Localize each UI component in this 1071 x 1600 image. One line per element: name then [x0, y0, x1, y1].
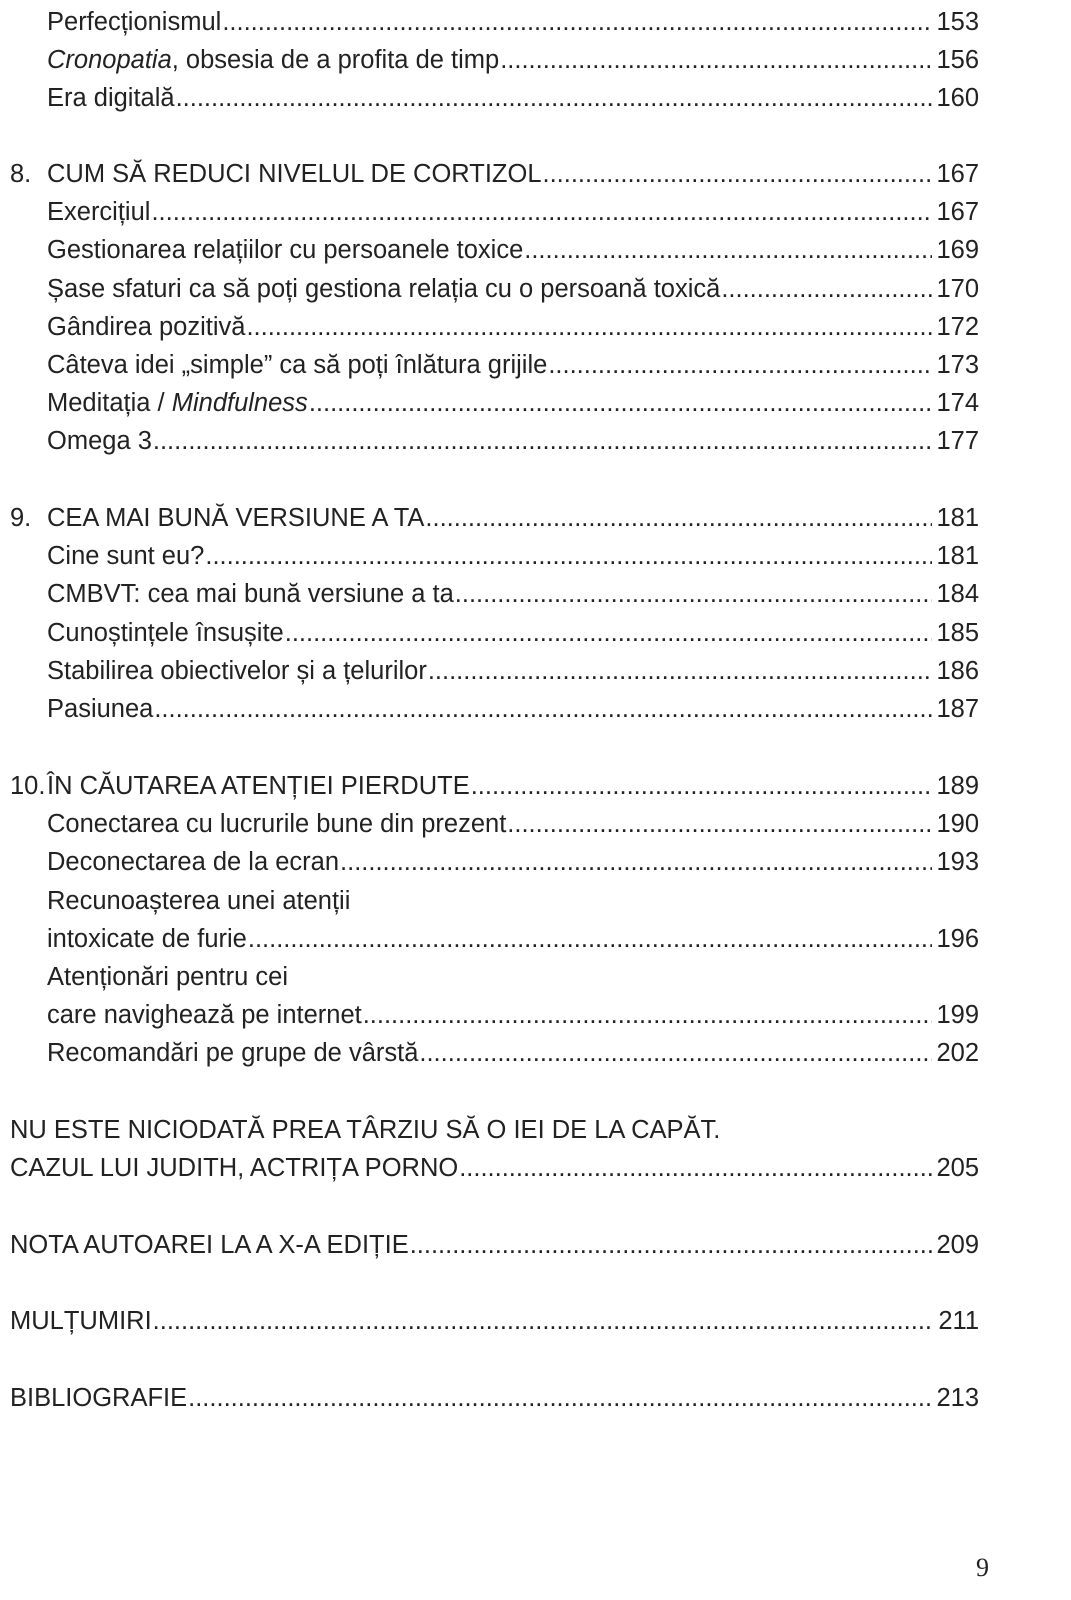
toc-entry-title: Gândirea pozitivă: [47, 313, 246, 341]
dot-leader: [154, 690, 932, 728]
toc-entry-title: Șase sfaturi ca să poți gestiona relația cu o persoană toxică: [47, 275, 721, 303]
toc-entry-page: 213: [936, 1384, 979, 1412]
toc-entry: [0, 652, 1071, 690]
section-title: MULȚUMIRI: [10, 1307, 152, 1335]
toc-entry-page: 186: [936, 657, 979, 685]
toc-entry-first-line: [0, 958, 1071, 996]
toc-entry: [0, 690, 1071, 728]
chapter-title: CUM SĂ REDUCI NIVELUL DE CORTIZOL: [47, 160, 542, 188]
toc-entry-title: Stabilirea obiectivelor și a țelurilor: [47, 657, 427, 685]
dot-leader: [153, 422, 933, 460]
dot-leader: [455, 575, 933, 613]
dot-leader: [543, 155, 933, 193]
dot-leader: [188, 1379, 932, 1417]
dot-leader: [721, 270, 932, 308]
chapter-title: CEA MAI BUNĂ VERSIUNE A TA: [47, 504, 425, 532]
toc-entry-title: Pasiunea: [47, 695, 154, 723]
toc-entry: [0, 805, 1071, 843]
dot-leader: [285, 614, 933, 652]
dot-leader: [524, 231, 932, 269]
dot-leader: [340, 843, 932, 881]
toc-entry-first-line: [0, 882, 1071, 920]
toc-entry: [0, 614, 1071, 652]
toc-entry: [0, 920, 1071, 958]
toc-entry-page: 173: [936, 351, 979, 379]
toc-entry-page: 167: [936, 160, 979, 188]
toc-entry-page: 169: [936, 236, 979, 264]
toc-entry-page: 174: [936, 389, 979, 417]
toc-entry: [0, 308, 1071, 346]
toc-section: [0, 1302, 1071, 1340]
toc-chapter: [0, 155, 1071, 193]
toc-entry-page: 156: [936, 46, 979, 74]
dot-leader: [246, 308, 932, 346]
toc-entry-page: 160: [936, 84, 979, 112]
dot-leader: [419, 1034, 932, 1072]
toc-section-first-line: [0, 1111, 1071, 1149]
toc-entry-page: 167: [936, 198, 979, 226]
toc-entry-page: 172: [936, 313, 979, 341]
toc-entry-page: 184: [936, 580, 979, 608]
toc-entry-page: 193: [936, 848, 979, 876]
toc-entry-title-line1: Atenționări pentru cei: [47, 963, 288, 991]
toc-entry: [0, 996, 1071, 1034]
dot-leader: [548, 346, 932, 384]
dot-leader: [363, 996, 933, 1034]
toc-entry-page: 187: [936, 695, 979, 723]
toc-entry: [0, 3, 1071, 41]
toc-entry: [0, 193, 1071, 231]
section-title: CAZUL LUI JUDITH, ACTRIȚA PORNO: [10, 1154, 459, 1182]
toc-entry-page: 170: [936, 275, 979, 303]
toc-entry: [0, 41, 1071, 79]
toc-entry-title: care navighează pe internet: [47, 1001, 362, 1029]
toc-entry-title-line1: Recunoașterea unei atenții: [47, 887, 351, 915]
toc-section: [0, 1379, 1071, 1417]
toc-entry-page: 202: [936, 1039, 979, 1067]
toc-entry-title: [47, 384, 308, 422]
dot-leader: [500, 41, 932, 79]
dot-leader: [410, 1226, 933, 1264]
toc-entry-title: [47, 41, 499, 79]
toc-entry-title: Era digitală: [47, 84, 175, 112]
toc-entry-page: 185: [936, 619, 979, 647]
toc-chapter: [0, 499, 1071, 537]
chapter-title: ÎN CĂUTAREA ATENȚIEI PIERDUTE: [47, 772, 470, 800]
dot-leader: [428, 652, 933, 690]
dot-leader: [459, 1149, 932, 1187]
toc-entry: [0, 575, 1071, 613]
toc-entry: [0, 422, 1071, 460]
toc-entry-title: Recomandări pe grupe de vârstă: [47, 1039, 419, 1067]
toc-chapter: [0, 767, 1071, 805]
toc-entry-page: 209: [936, 1231, 979, 1259]
toc-entry-page: 196: [936, 925, 979, 953]
toc-entry-title: Câteva idei „simple” ca să poți înlătura grijile: [47, 351, 548, 379]
toc-entry: [0, 843, 1071, 881]
dot-leader: [205, 537, 932, 575]
dot-leader: [176, 79, 933, 117]
toc-entry-title: Deconectarea de la ecran: [47, 848, 340, 876]
toc-entry-page: 189: [936, 772, 979, 800]
toc-section: [0, 1149, 1071, 1187]
toc-entry-page: 199: [936, 1001, 979, 1029]
toc-entry-title: Omega 3: [47, 427, 152, 455]
section-title-line1: NU ESTE NICIODATĂ PREA TÂRZIU SĂ O IEI DE LA CAPĂT.: [10, 1116, 721, 1144]
toc-entry-title: Conectarea cu lucrurile bune din prezent: [47, 810, 507, 838]
toc-entry-page: 211: [938, 1307, 979, 1335]
toc-entry: [0, 346, 1071, 384]
dot-leader: [425, 499, 932, 537]
toc-entry-title-italic: Mindfulness: [171, 389, 308, 417]
toc-entry: [0, 384, 1071, 422]
toc-entry: [0, 231, 1071, 269]
toc-entry-page: 205: [936, 1154, 979, 1182]
toc-entry-title: Gestionarea relațiilor cu persoanele toxice: [47, 236, 524, 264]
toc-entry: [0, 1034, 1071, 1072]
toc-entry: [0, 79, 1071, 117]
toc-entry-title-rest: Meditația /: [47, 389, 172, 417]
chapter-number: 10.: [10, 772, 46, 800]
chapter-number: 8.: [10, 160, 32, 188]
section-title: NOTA AUTOAREI LA A X-A EDIȚIE: [10, 1231, 409, 1259]
toc-entry-title-italic: Cronopatia: [47, 46, 172, 74]
dot-leader: [153, 1302, 935, 1340]
toc-entry-page: 181: [936, 542, 979, 570]
section-title: BIBLIOGRAFIE: [10, 1384, 188, 1412]
toc-entry-page: 181: [936, 504, 979, 532]
toc-entry-title: Cunoștințele însușite: [47, 619, 284, 647]
dot-leader: [309, 384, 933, 422]
toc-entry-title: Perfecționismul: [47, 8, 222, 36]
toc-entry-title-rest: , obsesia de a profita de timp: [171, 46, 500, 74]
toc-entry-title: intoxicate de furie: [47, 925, 247, 953]
toc-entry-title: Cine sunt eu?: [47, 542, 205, 570]
page-folio-number: 9: [976, 1553, 989, 1582]
toc-entry: [0, 537, 1071, 575]
toc-entry-page: 190: [936, 810, 979, 838]
toc-entry-page: 153: [936, 8, 979, 36]
chapter-number: 9.: [10, 504, 32, 532]
toc-section: [0, 1226, 1071, 1264]
toc-entry-title: Exercițiul: [47, 198, 151, 226]
dot-leader: [471, 767, 933, 805]
dot-leader: [248, 920, 933, 958]
dot-leader: [222, 3, 932, 41]
toc-entry: [0, 270, 1071, 308]
dot-leader: [507, 805, 932, 843]
toc-entry-page: 177: [936, 427, 979, 455]
dot-leader: [151, 193, 932, 231]
toc-entry-title: CMBVT: cea mai bună versiune a ta: [47, 580, 454, 608]
